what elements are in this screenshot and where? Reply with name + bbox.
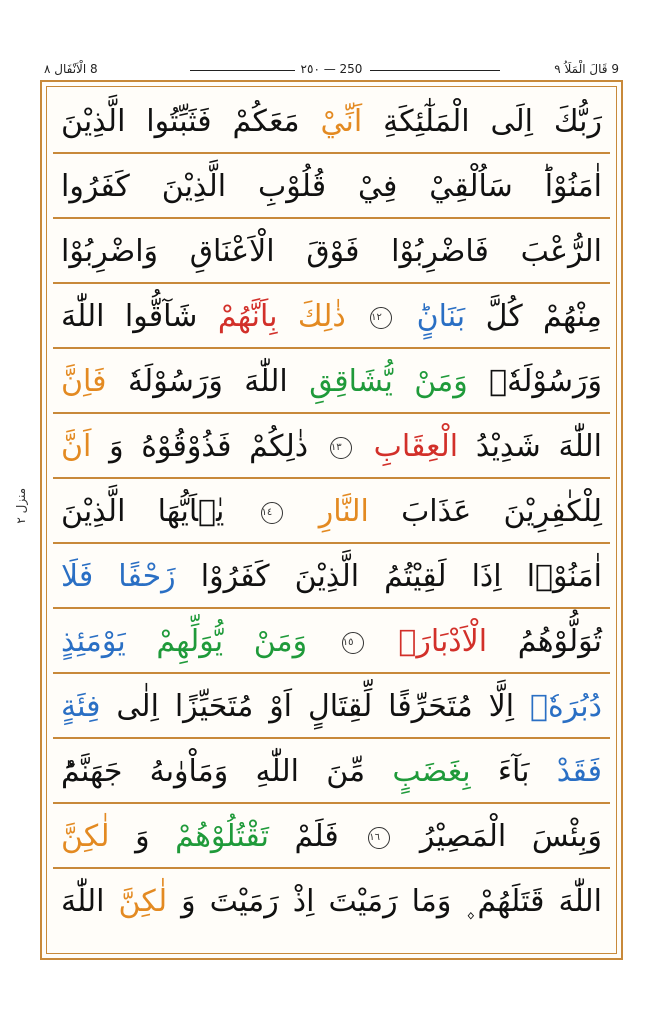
text-segment: ذٰلِكَ [297, 299, 346, 334]
header-rule-right [370, 70, 500, 71]
text-line [53, 349, 610, 414]
header-surah-para-right: 9 قَالَ الْمَلَاُ ٩ [554, 62, 619, 76]
text-line [53, 89, 610, 154]
text-segment: فِئَةٍ [61, 689, 101, 724]
text-segment: اللّٰهَ شَدِيْدُ [475, 429, 603, 464]
text-line [53, 609, 610, 674]
text-segment: تَقْتُلُوْهُمْ [175, 819, 269, 854]
manzil-label: منزل ٢ [14, 488, 28, 524]
page-header [40, 58, 623, 80]
text-segment: بَنَانٍؕ [416, 299, 466, 334]
header-rule-left [190, 70, 295, 71]
text-segment: بَآءَ [497, 754, 530, 789]
text-segment: بِغَضَبٍ [392, 754, 471, 789]
text-segment: رَبُّكَ اِلَى الْمَلٰٓئِكَةِ [383, 104, 602, 139]
text-segment: اللّٰهَ [61, 884, 105, 919]
text-segment: اَنَّ [61, 429, 92, 464]
text-segment: شَآقُّوا اللّٰهَ [61, 299, 198, 334]
text-segment: اللّٰهَ وَرَسُوْلَهٗ [127, 364, 288, 399]
text-segment: تُوَلُّوْهُمُ [517, 624, 603, 659]
text-segment: الْاَدْبَارَۚ [398, 624, 488, 659]
text-segment: زَحْفًا فَلَا [61, 559, 176, 594]
text-segment: دُبُرَهٗۤ [530, 689, 602, 724]
text-segment: الْعِقَابِ [373, 429, 459, 464]
text-segment: مَعَكُمْ فَثَبِّتُوا الَّذِيْنَ [61, 104, 300, 139]
text-segment: يَوْمَئِذٍ [61, 624, 126, 659]
ayah-number-marker: ١٤ [261, 502, 283, 524]
text-segment: مِّنَ اللّٰهِ وَمَاْوٰىهُ جَهَنَّمُؕ [61, 754, 366, 789]
page-frame [40, 80, 623, 960]
text-segment: وَمَنْ [414, 364, 468, 399]
text-line [53, 804, 610, 869]
text-segment: يُّشَاقِقِ [309, 364, 393, 399]
text-segment: اللّٰهَ قَتَلَهُمْ ۪ وَمَا رَمَيْتَ اِذْ رَمَيْتَ وَ [181, 884, 602, 919]
text-line [53, 154, 610, 219]
ayah-number-marker: ١٢ [370, 307, 392, 329]
text-line [53, 674, 610, 739]
text-segment: لٰكِنَّ [118, 884, 168, 919]
text-segment: اٰمَنُوْۤا اِذَا لَقِيْتُمُ الَّذِيْنَ كَفَرُوْا [200, 559, 602, 594]
text-segment: النَّارِ [318, 494, 369, 529]
text-segment: بِاَنَّهُمْ [217, 299, 278, 334]
text-segment: اَنِّيْ [320, 104, 363, 139]
text-segment: لِلْكٰفِرِيْنَ عَذَابَ [401, 494, 602, 529]
text-lines-container [46, 86, 617, 954]
text-segment: وَ [135, 819, 150, 854]
text-segment: فَاِنَّ [61, 364, 107, 399]
text-segment: اِلَّا مُتَحَرِّفًا لِّقِتَالٍ اَوْ مُتَحَيِّزًا اِلٰى [116, 689, 515, 724]
text-segment: مِنْهُمْ كُلَّ [485, 299, 602, 334]
text-segment: وَبِئْسَ الْمَصِيْرُ [419, 819, 602, 854]
text-segment: فَقَدْ [556, 754, 602, 789]
text-segment: اٰمَنُوْاؕ سَاُلْقِيْ فِيْ قُلُوْبِ الَّذِيْنَ كَفَرُوا [61, 169, 602, 204]
ayah-number-marker: ١٥ [342, 632, 364, 654]
text-segment: وَمَنْ يُّوَلِّهِمْ [156, 624, 308, 659]
text-segment: فَلَمْ [294, 819, 339, 854]
text-line [53, 869, 610, 934]
text-line [53, 219, 610, 284]
text-line [53, 284, 610, 349]
ayah-number-marker: ١٣ [330, 437, 352, 459]
text-line [53, 739, 610, 804]
ayah-number-marker: ١٦ [368, 827, 390, 849]
page-number: ٢٥٠ — 250 [300, 62, 363, 76]
text-segment: الرُّعْبَ فَاضْرِبُوْا فَوْقَ الْاَعْنَاقِ وَاضْرِبُوْا [61, 234, 602, 269]
text-segment: يٰۤاَيُّهَا الَّذِيْنَ [61, 494, 225, 529]
header-surah-name-left: 8 الْاَنْفَال ٨ [44, 62, 98, 76]
text-line [53, 544, 610, 609]
text-segment: ذٰلِكُمْ فَذُوْقُوْهُ وَ [109, 429, 309, 464]
text-line [53, 414, 610, 479]
text-segment: لٰكِنَّ [61, 819, 110, 854]
text-line [53, 479, 610, 544]
text-segment: وَرَسُوْلَهٗۚ [489, 364, 602, 399]
